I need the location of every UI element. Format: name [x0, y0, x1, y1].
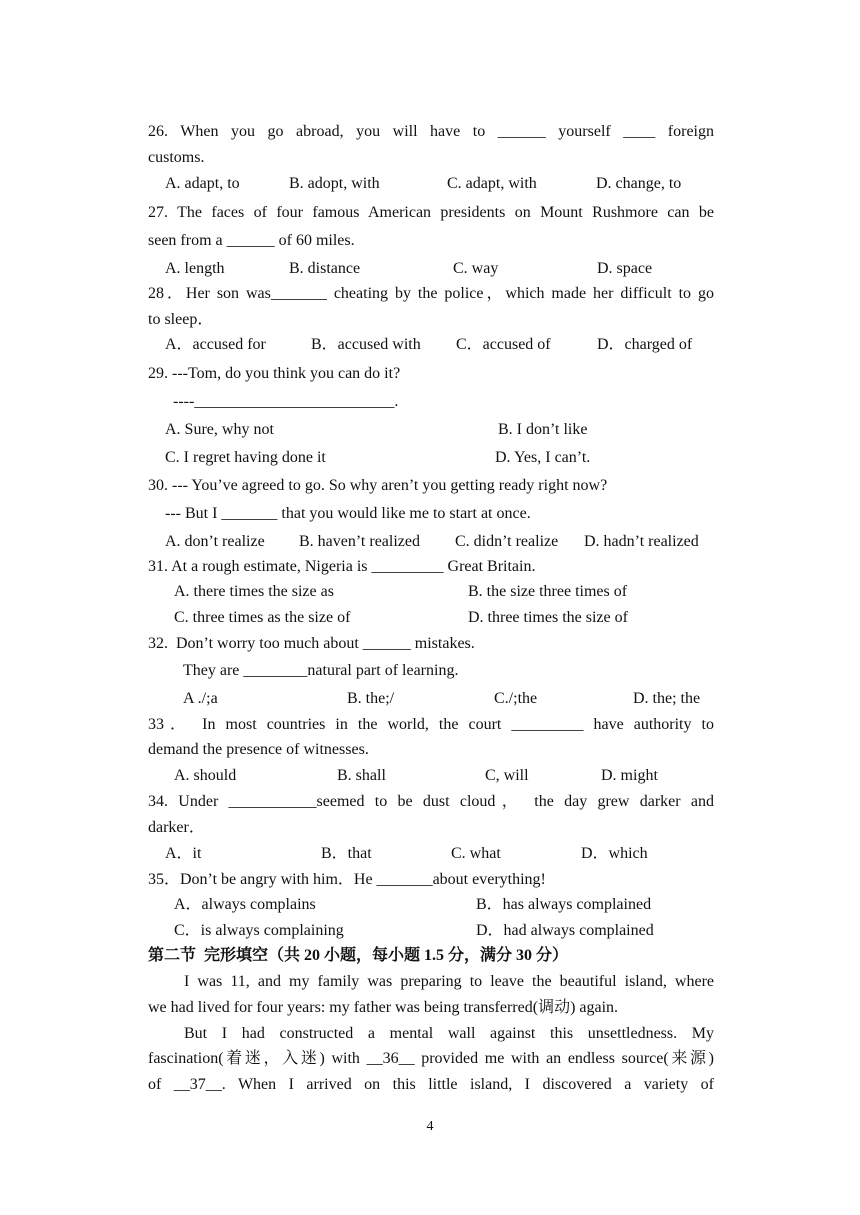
- question-29-option-b: B. I don’t like: [498, 421, 588, 438]
- question-32-option-d: D. the; the: [633, 690, 701, 707]
- question-26-option-c: C. adapt, with: [447, 175, 537, 192]
- question-35-line-1: 35．Don’t be angry with him．He _______about everything!: [148, 871, 546, 888]
- question-34-option-b: B．that: [321, 845, 372, 862]
- question-32-line-2: They are ________natural part of learning.: [183, 662, 459, 679]
- question-31-option-b: B. the size three times of: [468, 583, 628, 600]
- passage-para1-line-1: I was 11, and my family was preparing to leave the beautiful island, where: [184, 973, 714, 990]
- question-32-line-1: 32. Don’t worry too much about ______ mistakes.: [148, 635, 475, 652]
- section-heading: 第二节 完形填空（共 20 小题，每小题 1.5 分，满分 30 分）: [148, 947, 569, 964]
- question-30-option-b: B. haven’t realized: [299, 533, 420, 550]
- question-34-option-c: C. what: [451, 845, 501, 862]
- question-34-option-d: D．which: [581, 845, 648, 862]
- question-31-option-a: A. there times the size as: [174, 583, 334, 600]
- question-30-option-a: A. don’t realize: [165, 533, 265, 550]
- passage-para1-line-2: we had lived for four years: my father was being transferred(调动) again.: [148, 999, 619, 1016]
- question-32-option-b: B. the;/: [347, 690, 395, 707]
- question-32-option-c: C./;the: [494, 690, 538, 707]
- question-33-option-c: C, will: [485, 767, 529, 784]
- question-34-line-1: 34. Under ___________seemed to be dust cloud， the day grew darker and: [148, 793, 714, 810]
- question-30-option-d: D. hadn’t realized: [584, 533, 699, 550]
- question-33-option-b: B. shall: [337, 767, 386, 784]
- question-35-option-a: A．always complains: [174, 896, 316, 913]
- question-32-option-a: A ./;a: [183, 690, 218, 707]
- question-35-option-d: D．had always complained: [476, 922, 654, 939]
- question-29-option-a: A. Sure, why not: [165, 421, 274, 438]
- question-26-option-b: B. adopt, with: [289, 175, 380, 192]
- question-28-option-b: B．accused with: [311, 336, 421, 353]
- question-33-line-2: demand the presence of witnesses.: [148, 741, 369, 758]
- question-27-option-b: B. distance: [289, 260, 361, 277]
- passage-para2-line-1: But I had constructed a mental wall against this unsettledness. My: [184, 1025, 714, 1042]
- question-33-line-1: 33． In most countries in the world, the court _________ have authority to: [148, 716, 714, 733]
- passage-para2-line-3: of __37__. When I arrived on this little island, I discovered a variety of: [148, 1076, 714, 1093]
- page-number: 4: [426, 1119, 434, 1134]
- question-35-option-b: B．has always complained: [476, 896, 652, 913]
- passage-para2-line-2: fascination(着迷，入迷) with __36__ provided me with an endless source(来源): [148, 1050, 714, 1067]
- question-31-line-1: 31. At a rough estimate, Nigeria is _________ Great Britain.: [148, 558, 536, 575]
- question-31-option-d: D. three times the size of: [468, 609, 628, 626]
- question-31-option-c: C. three times as the size of: [174, 609, 351, 626]
- question-29-line-2: ----_________________________.: [173, 393, 399, 410]
- question-26-line-1: 26. When you go abroad, you will have to ______ yourself ____ foreign: [148, 123, 714, 140]
- question-27-option-c: C. way: [453, 260, 499, 277]
- question-27-option-a: A. length: [165, 260, 225, 277]
- question-30-line-1: 30. --- You’ve agreed to go. So why aren’t you getting ready right now?: [148, 477, 608, 494]
- question-26-option-a: A. adapt, to: [165, 175, 240, 192]
- question-30-option-c: C. didn’t realize: [455, 533, 559, 550]
- question-27-line-2: seen from a ______ of 60 miles.: [148, 232, 355, 249]
- question-33-option-d: D. might: [601, 767, 658, 784]
- question-28-option-a: A．accused for: [165, 336, 266, 353]
- question-26-line-2: customs.: [148, 149, 205, 166]
- question-28-line-2: to sleep．: [148, 311, 214, 328]
- question-27-option-d: D. space: [597, 260, 653, 277]
- question-28-line-1: 28．Her son was_______ cheating by the police，which made her difficult to go: [148, 285, 714, 302]
- question-29-option-c: C. I regret having done it: [165, 449, 326, 466]
- question-30-line-2: --- But I _______ that you would like me to start at once.: [165, 505, 531, 522]
- question-33-option-a: A. should: [174, 767, 237, 784]
- question-29-option-d: D. Yes, I can’t.: [495, 449, 591, 466]
- question-34-option-a: A．it: [165, 845, 202, 862]
- question-26-option-d: D. change, to: [596, 175, 682, 192]
- question-34-line-2: darker．: [148, 819, 205, 836]
- question-28-option-d: D．charged of: [597, 336, 693, 353]
- question-35-option-c: C．is always complaining: [174, 922, 344, 939]
- question-27-line-1: 27. The faces of four famous American presidents on Mount Rushmore can be: [148, 204, 714, 221]
- question-28-option-c: C．accused of: [456, 336, 551, 353]
- question-29-line-1: 29. ---Tom, do you think you can do it?: [148, 365, 401, 382]
